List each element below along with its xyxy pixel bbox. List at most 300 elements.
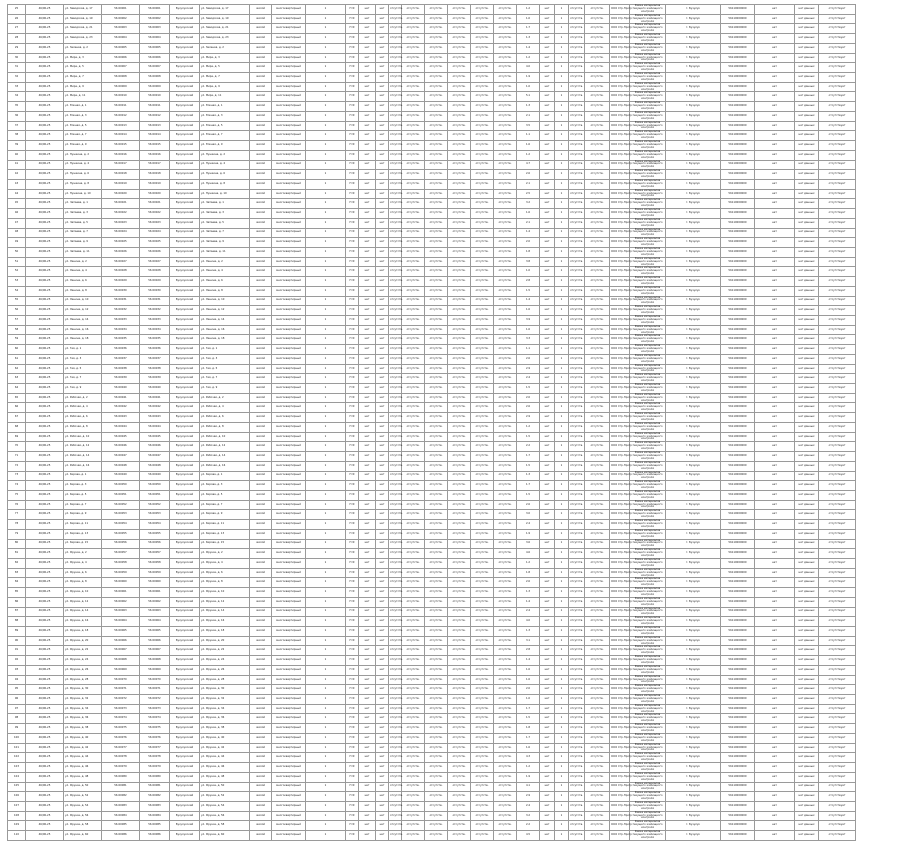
table-cell: нет: [540, 704, 555, 714]
table-cell: 2.9: [517, 792, 540, 802]
table-cell: ул. Ленина, д. 12: [64, 306, 102, 316]
table-cell: 56:00031: [140, 296, 170, 306]
table-cell: отсутств.: [494, 520, 517, 530]
table-cell: ул. Фрунзе, д. 12: [64, 597, 102, 607]
table-cell: 56:00013: [102, 121, 140, 131]
table-cell: ул. Фрунзе, д. 22: [200, 646, 250, 656]
table-cell: многоквартирный: [272, 403, 306, 413]
table-cell: многоквартирный: [272, 189, 306, 199]
table-cell: ул. Рабочая, д. 12: [64, 442, 102, 452]
table-cell: отсутств.: [389, 403, 402, 413]
table-cell: жилой: [250, 228, 272, 238]
table-cell: ул. Пушкина, д. 8: [64, 179, 102, 189]
table-cell: отсутств.: [402, 228, 425, 238]
table-cell: отсутств.: [448, 364, 471, 374]
table-cell: отсутств.: [569, 831, 585, 841]
table-cell: отсутств.: [389, 14, 402, 24]
table-cell: Рамка материалов текущего жилищного контроля: [630, 432, 666, 442]
table-cell: нет: [359, 160, 376, 170]
table-cell: отсутств.: [402, 374, 425, 384]
table-cell: ул. Мира, д. 7: [64, 73, 102, 83]
table-cell: отсутств.: [389, 763, 402, 773]
table-cell: нет: [755, 354, 795, 364]
table-cell: отсутств.: [471, 354, 494, 364]
table-cell: нет: [359, 228, 376, 238]
table-cell: нет: [359, 170, 376, 180]
table-cell: отсутств.: [494, 209, 517, 219]
table-cell: 70: [8, 442, 26, 452]
table-cell: Бузулукский: [170, 733, 200, 743]
table-cell: ул. Фрунзе, д. 10: [200, 588, 250, 598]
table-cell: нет: [540, 160, 555, 170]
table-cell: отсутств.: [471, 150, 494, 160]
table-cell: отсутств.: [585, 724, 610, 734]
table-cell: 56:00038: [102, 364, 140, 374]
table-cell: 56110000000: [721, 82, 755, 92]
table-cell: нет: [359, 656, 376, 666]
table-row: [8, 150, 906, 160]
table-cell: Бузулукский: [170, 607, 200, 617]
table-cell: нет: [755, 92, 795, 102]
table-cell: нет: [359, 5, 376, 15]
table-cell: нет: [359, 335, 376, 345]
table-cell: ул. Ленина, д. 16: [200, 325, 250, 335]
table-cell: 46/00-25: [26, 461, 64, 471]
table-cell: ООО Стр.Прогр.: [610, 247, 630, 257]
table-cell: отсутств.: [494, 179, 517, 189]
table-cell: отсутств.: [448, 403, 471, 413]
table-cell: г. Бузулук: [666, 247, 721, 257]
table-cell: отсутствует: [819, 199, 856, 209]
table-cell: жилой: [250, 131, 272, 141]
table-cell: нет: [376, 354, 389, 364]
table-cell: Рамка материалов текущего жилищного контроля: [630, 763, 666, 773]
table-cell: отсутств.: [389, 772, 402, 782]
table-cell: Рамка материалов текущего жилищного контроля: [630, 5, 666, 15]
table-cell: Рамка материалов текущего жилищного контроля: [630, 792, 666, 802]
table-cell: 56110000000: [721, 831, 755, 841]
table-cell: Рамка материалов текущего жилищного контроля: [630, 179, 666, 189]
table-cell: П Ф: [346, 743, 359, 753]
table-cell: нет: [540, 335, 555, 345]
table-cell: 1.5: [517, 384, 540, 394]
table-cell: 56110000000: [721, 189, 755, 199]
table-cell: г. Бузулук: [666, 228, 721, 238]
table-cell: многоквартирный: [272, 238, 306, 248]
table-cell: 56:00018: [140, 170, 170, 180]
table-cell: отсутствует: [819, 393, 856, 403]
table-cell: нет: [540, 481, 555, 491]
table-row: [8, 831, 906, 841]
table-cell: 85: [8, 588, 26, 598]
table-cell: ул. Фрунзе, д. 14: [200, 607, 250, 617]
table-cell: 107: [8, 801, 26, 811]
table-cell: отсутств.: [494, 772, 517, 782]
table-row: [8, 14, 906, 24]
table-cell: отсутствует: [819, 257, 856, 267]
table-cell: отсутств.: [448, 374, 471, 384]
table-cell: многоквартирный: [272, 471, 306, 481]
table-cell: 56:00069: [140, 665, 170, 675]
table-cell: П Ф: [346, 92, 359, 102]
table-cell: ул. Фрунзе, д. 20: [200, 636, 250, 646]
table-cell: жилой: [250, 102, 272, 112]
table-cell: отсутств.: [471, 607, 494, 617]
table-cell: отсутств.: [448, 43, 471, 53]
table-cell: ул. Фрунзе, д. 32: [200, 695, 250, 705]
table-cell: 46/00-25: [26, 73, 64, 83]
table-cell: нет: [376, 228, 389, 238]
table-cell: ул. Чапаева, д. 5: [200, 218, 250, 228]
table-cell: 46/00-25: [26, 432, 64, 442]
table-cell: отсутств.: [585, 490, 610, 500]
table-cell: П Ф: [346, 695, 359, 705]
table-cell: 56:00025: [140, 238, 170, 248]
table-cell: ООО Стр.Прогр.: [610, 597, 630, 607]
table-cell: отсутств.: [494, 763, 517, 773]
table-cell: отсутств.: [389, 393, 402, 403]
table-cell: отсутств.: [494, 316, 517, 326]
table-cell: нет данных: [795, 14, 819, 24]
table-cell: нет: [376, 43, 389, 53]
table-cell: отсутств.: [389, 792, 402, 802]
table-row: [8, 821, 906, 831]
table-cell: 1: [306, 170, 346, 180]
table-row: [8, 403, 906, 413]
table-cell: отсутств.: [448, 743, 471, 753]
table-cell: 56110000000: [721, 325, 755, 335]
table-cell: 46/00-25: [26, 743, 64, 753]
table-cell: 46/00-25: [26, 82, 64, 92]
table-cell: отсутств.: [448, 199, 471, 209]
table-cell: отсутствует: [819, 753, 856, 763]
table-cell: отсутств.: [425, 335, 448, 345]
table-cell: 56:00002: [140, 14, 170, 24]
table-cell: отсутств.: [425, 539, 448, 549]
table-cell: 56110000000: [721, 753, 755, 763]
table-cell: ООО Стр.Прогр.: [610, 782, 630, 792]
table-cell: ул. Заводская, д. 19: [200, 14, 250, 24]
table-cell: отсутств.: [448, 617, 471, 627]
table-cell: нет: [540, 121, 555, 131]
table-cell: отсутствует: [819, 335, 856, 345]
table-cell: нет: [540, 782, 555, 792]
table-cell: многоквартирный: [272, 286, 306, 296]
table-cell: жилой: [250, 763, 272, 773]
table-cell: жилой: [250, 111, 272, 121]
table-cell: отсутств.: [494, 150, 517, 160]
table-cell: отсутств.: [389, 588, 402, 598]
table-cell: отсутств.: [471, 5, 494, 15]
table-cell: 56110000000: [721, 510, 755, 520]
table-cell: нет: [376, 316, 389, 326]
table-cell: нет данных: [795, 704, 819, 714]
table-cell: отсутств.: [425, 772, 448, 782]
table-cell: 1: [555, 384, 569, 394]
table-cell: г. Бузулук: [666, 403, 721, 413]
table-cell: отсутств.: [402, 316, 425, 326]
table-cell: Бузулукский: [170, 675, 200, 685]
table-cell: нет: [376, 24, 389, 34]
table-row: [8, 141, 906, 151]
table-cell: 1: [555, 821, 569, 831]
table-cell: отсутств.: [389, 374, 402, 384]
table-cell: 1: [555, 316, 569, 326]
table-cell: 1.5: [517, 432, 540, 442]
table-cell: многоквартирный: [272, 150, 306, 160]
table-cell: 68: [8, 422, 26, 432]
table-cell: 1: [555, 257, 569, 267]
table-cell: Бузулукский: [170, 704, 200, 714]
table-cell: 56:00013: [140, 121, 170, 131]
table-cell: 3.1: [517, 636, 540, 646]
table-cell: отсутств.: [585, 5, 610, 15]
table-cell: отсутств.: [389, 704, 402, 714]
table-cell: отсутств.: [494, 286, 517, 296]
table-cell: отсутств.: [585, 792, 610, 802]
table-cell: многоквартирный: [272, 490, 306, 500]
table-cell: Бузулукский: [170, 452, 200, 462]
table-cell: 56110000000: [721, 646, 755, 656]
table-cell: отсутств.: [494, 568, 517, 578]
table-cell: отсутств.: [569, 782, 585, 792]
table-cell: 1: [306, 821, 346, 831]
table-cell: П Ф: [346, 724, 359, 734]
table-cell: г. Бузулук: [666, 374, 721, 384]
table-cell: отсутств.: [471, 325, 494, 335]
table-cell: отсутств.: [471, 782, 494, 792]
table-cell: нет: [540, 733, 555, 743]
table-cell: нет: [376, 102, 389, 112]
table-cell: ООО Стр.Прогр.: [610, 831, 630, 841]
table-cell: г. Бузулук: [666, 102, 721, 112]
table-cell: отсутств.: [494, 724, 517, 734]
table-cell: Бузулукский: [170, 772, 200, 782]
table-cell: отсутствует: [819, 43, 856, 53]
table-cell: жилой: [250, 73, 272, 83]
table-cell: отсутств.: [471, 393, 494, 403]
table-cell: 56110000000: [721, 704, 755, 714]
table-cell: Рамка материалов текущего жилищного контроля: [630, 665, 666, 675]
table-cell: 56:00027: [140, 257, 170, 267]
table-cell: ООО Стр.Прогр.: [610, 306, 630, 316]
table-cell: нет: [376, 179, 389, 189]
table-cell: нет: [376, 209, 389, 219]
table-cell: жилой: [250, 267, 272, 277]
table-cell: отсутств.: [585, 636, 610, 646]
table-cell: 56110000000: [721, 617, 755, 627]
table-cell: отсутств.: [402, 335, 425, 345]
table-cell: многоквартирный: [272, 743, 306, 753]
table-row: [8, 374, 906, 384]
table-cell: Бузулукский: [170, 354, 200, 364]
table-cell: П Ф: [346, 199, 359, 209]
table-cell: ул. Фрунзе, д. 16: [64, 617, 102, 627]
table-cell: нет: [755, 471, 795, 481]
table-cell: отсутств.: [585, 753, 610, 763]
table-cell: П Ф: [346, 500, 359, 510]
table-cell: ул. Кирова, д. 11: [64, 520, 102, 530]
table-cell: Бузулукский: [170, 24, 200, 34]
table-cell: 2.4: [517, 374, 540, 384]
table-cell: 56:00050: [102, 481, 140, 491]
table-cell: нет: [755, 34, 795, 44]
table-cell: Рамка материалов текущего жилищного контроля: [630, 695, 666, 705]
table-cell: отсутств.: [569, 247, 585, 257]
table-cell: многоквартирный: [272, 306, 306, 316]
table-cell: нет: [540, 578, 555, 588]
table-cell: П Ф: [346, 607, 359, 617]
table-cell: отсутств.: [448, 111, 471, 121]
table-cell: отсутств.: [425, 393, 448, 403]
table-cell: нет: [359, 704, 376, 714]
table-cell: нет: [376, 743, 389, 753]
table-row: [8, 82, 906, 92]
table-cell: ул. Фрунзе, д. 4: [200, 558, 250, 568]
table-cell: 56:00079: [140, 763, 170, 773]
table-cell: отсутств.: [471, 384, 494, 394]
table-cell: отсутств.: [569, 442, 585, 452]
table-cell: 56:00047: [140, 452, 170, 462]
table-cell: 1: [555, 374, 569, 384]
table-cell: Рамка материалов текущего жилищного контроля: [630, 257, 666, 267]
table-cell: отсутств.: [494, 111, 517, 121]
table-cell: 1: [306, 801, 346, 811]
table-cell: ул. Кирова, д. 3: [64, 481, 102, 491]
table-cell: многоквартирный: [272, 461, 306, 471]
table-cell: отсутств.: [425, 296, 448, 306]
table-cell: ул. Фрунзе, д. 52: [64, 792, 102, 802]
table-cell: г. Бузулук: [666, 675, 721, 685]
table-cell: нет данных: [795, 92, 819, 102]
table-cell: нет: [376, 568, 389, 578]
table-cell: отсутств.: [569, 656, 585, 666]
table-cell: 56:00005: [140, 43, 170, 53]
table-cell: многоквартирный: [272, 636, 306, 646]
table-cell: многоквартирный: [272, 442, 306, 452]
table-cell: отсутств.: [585, 607, 610, 617]
table-cell: отсутств.: [425, 568, 448, 578]
table-cell: 56:00054: [102, 520, 140, 530]
table-cell: нет данных: [795, 354, 819, 364]
table-cell: П Ф: [346, 471, 359, 481]
table-cell: жилой: [250, 209, 272, 219]
table-cell: нет: [755, 724, 795, 734]
table-cell: П Ф: [346, 821, 359, 831]
table-cell: Бузулукский: [170, 539, 200, 549]
table-cell: 56110000000: [721, 267, 755, 277]
table-cell: многоквартирный: [272, 364, 306, 374]
table-cell: 108: [8, 811, 26, 821]
table-cell: ул. Пушкина, д. 4: [64, 160, 102, 170]
table-cell: отсутств.: [494, 753, 517, 763]
table-cell: многоквартирный: [272, 714, 306, 724]
table-cell: 2.1: [517, 218, 540, 228]
table-cell: отсутств.: [471, 724, 494, 734]
table-cell: нет: [359, 14, 376, 24]
table-cell: ул. Ленина, д. 2: [64, 257, 102, 267]
table-cell: отсутств.: [389, 811, 402, 821]
table-cell: Бузулукский: [170, 461, 200, 471]
table-cell: ООО Стр.Прогр.: [610, 471, 630, 481]
table-cell: отсутств.: [471, 714, 494, 724]
table-cell: 46/00-25: [26, 316, 64, 326]
table-cell: нет данных: [795, 247, 819, 257]
table-cell: ул. Ленина, д. 4: [200, 267, 250, 277]
table-cell: нет: [359, 306, 376, 316]
table-cell: Рамка материалов текущего жилищного контроля: [630, 374, 666, 384]
table-cell: г. Бузулук: [666, 607, 721, 617]
table-cell: нет: [359, 636, 376, 646]
table-cell: нет: [540, 763, 555, 773]
table-cell: многоквартирный: [272, 393, 306, 403]
table-cell: отсутств.: [471, 111, 494, 121]
table-cell: П Ф: [346, 5, 359, 15]
table-cell: 87: [8, 607, 26, 617]
table-cell: 58: [8, 325, 26, 335]
table-cell: ул. Фрунзе, д. 32: [64, 695, 102, 705]
table-cell: 71: [8, 452, 26, 462]
table-cell: нет: [540, 238, 555, 248]
table-cell: 1: [555, 189, 569, 199]
table-cell: отсутствует: [819, 743, 856, 753]
table-cell: Рамка материалов текущего жилищного контроля: [630, 384, 666, 394]
table-cell: многоквартирный: [272, 267, 306, 277]
table-cell: ул. Кирова, д. 9: [200, 510, 250, 520]
table-cell: отсутств.: [471, 413, 494, 423]
table-cell: нет: [755, 238, 795, 248]
table-cell: нет: [540, 413, 555, 423]
table-cell: отсутств.: [494, 364, 517, 374]
table-cell: ООО Стр.Прогр.: [610, 801, 630, 811]
table-cell: ул. Гая, д. 5: [64, 364, 102, 374]
table-cell: отсутств.: [494, 374, 517, 384]
table-cell: отсутств.: [585, 228, 610, 238]
table-cell: нет: [376, 792, 389, 802]
table-cell: отсутств.: [585, 801, 610, 811]
table-cell: П Ф: [346, 238, 359, 248]
table-cell: отсутств.: [448, 811, 471, 821]
table-cell: отсутств.: [569, 636, 585, 646]
table-cell: отсутств.: [494, 82, 517, 92]
table-cell: 76: [8, 500, 26, 510]
table-cell: 1: [555, 510, 569, 520]
table-cell: отсутств.: [425, 607, 448, 617]
table-cell: отсутств.: [448, 627, 471, 637]
table-cell: Рамка материалов текущего жилищного контроля: [630, 627, 666, 637]
table-cell: 1: [555, 43, 569, 53]
table-cell: отсутствует: [819, 53, 856, 63]
table-cell: нет: [755, 665, 795, 675]
table-cell: 1.8: [517, 247, 540, 257]
table-cell: г. Бузулук: [666, 43, 721, 53]
table-cell: многоквартирный: [272, 578, 306, 588]
table-cell: отсутств.: [585, 422, 610, 432]
table-cell: отсутств.: [585, 665, 610, 675]
table-cell: отсутств.: [494, 170, 517, 180]
table-cell: отсутств.: [425, 179, 448, 189]
table-cell: отсутств.: [448, 413, 471, 423]
table-cell: ул. Южная, д. 1: [200, 102, 250, 112]
table-row: [8, 675, 906, 685]
table-row: [8, 5, 906, 15]
table-cell: отсутств.: [448, 452, 471, 462]
table-cell: г. Бузулук: [666, 704, 721, 714]
table-cell: г. Бузулук: [666, 14, 721, 24]
table-cell: отсутств.: [471, 53, 494, 63]
table-cell: нет: [359, 121, 376, 131]
table-cell: отсутств.: [569, 306, 585, 316]
